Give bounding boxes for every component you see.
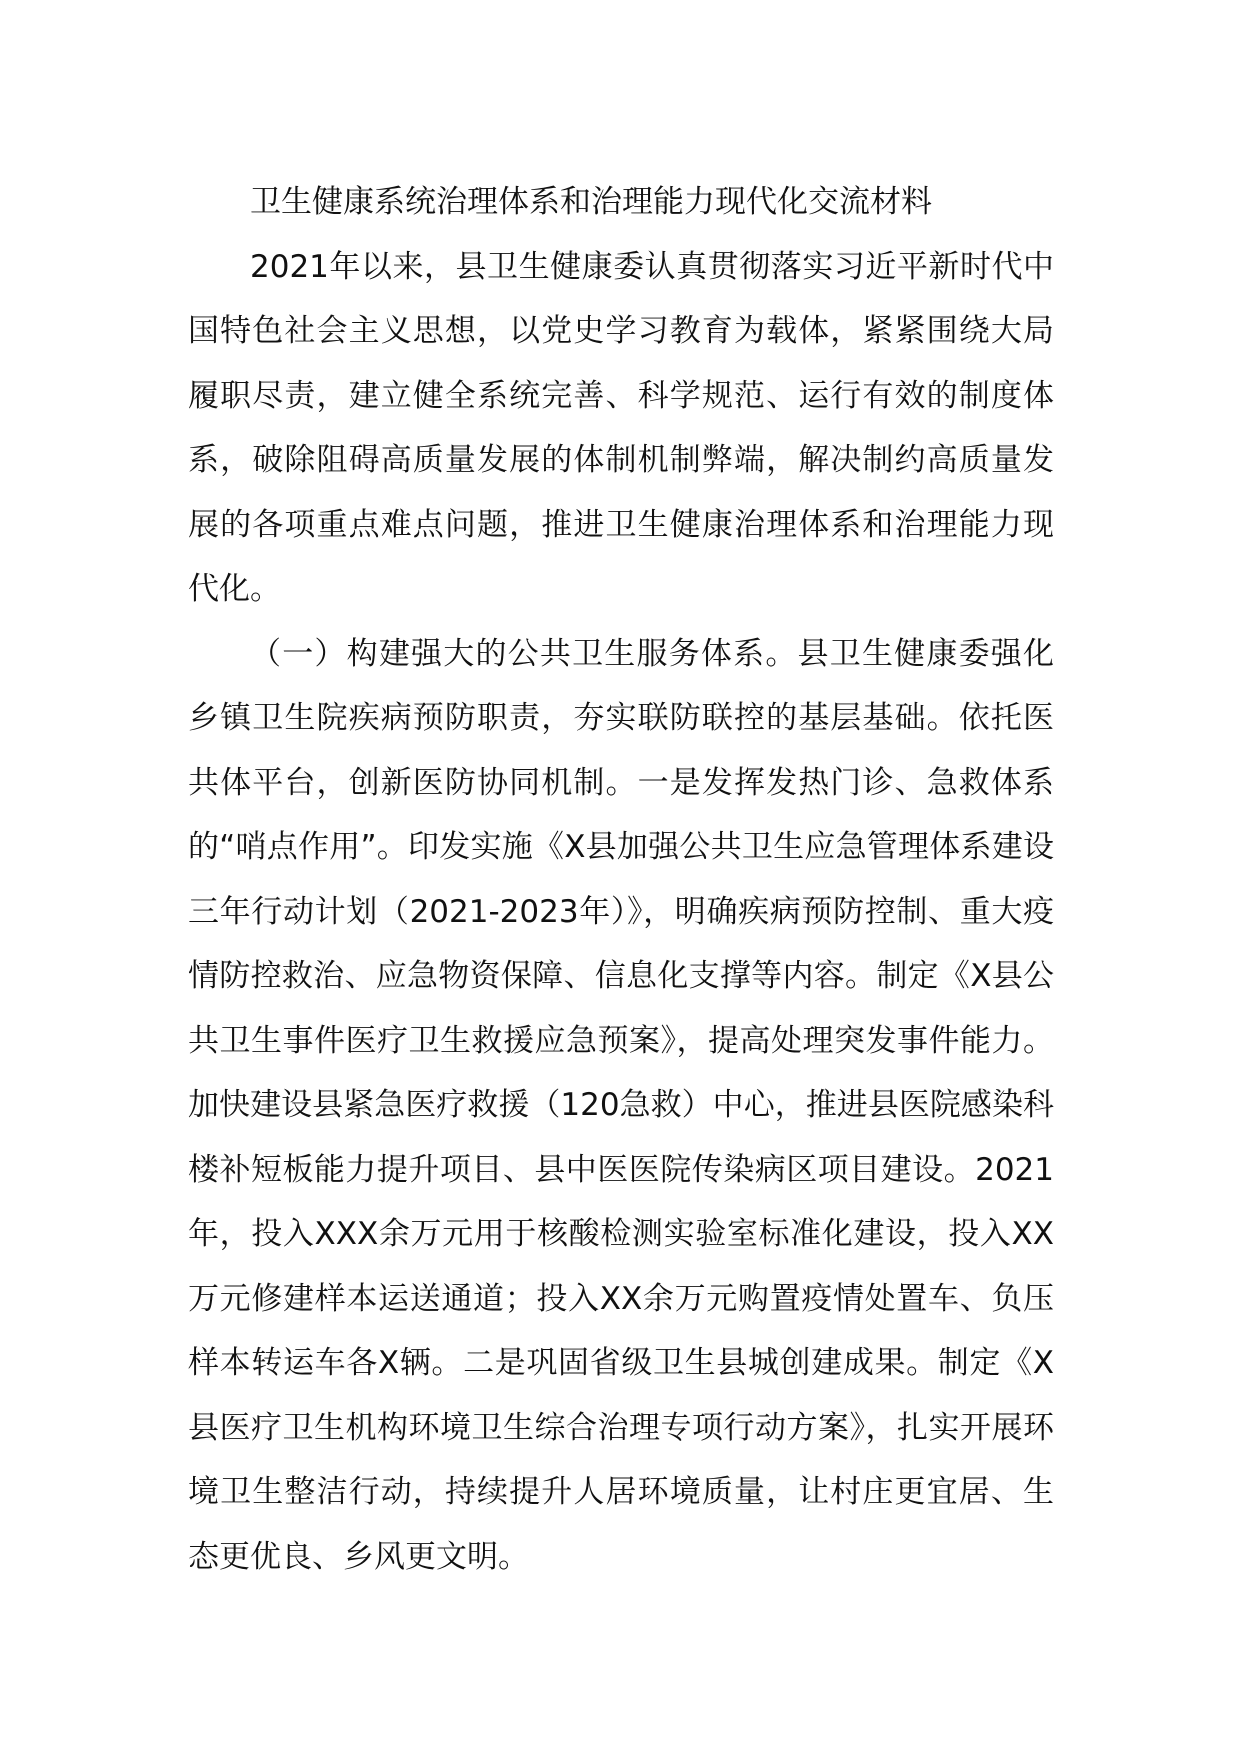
intro-paragraph: 2021年以来，县卫生健康委认真贯彻落实习近平新时代中国特色社会主义思想，以党史学习教育为载体，紧紧围绕大局履职尽责，建立健全系统完善、科学规范、运行有效的制度体系，破除阻碍高质量发展的体制机制弊端，解决制约高质量发展的各项重点难点问题，推进卫生健康治理体系和治理能力现代化。 [188,248,1054,607]
section-one-paragraph: （一）构建强大的公共卫生服务体系。县卫生健康委强化乡镇卫生院疾病预防职责，夯实联防联控的基层基础。依托医共体平台，创新医防协同机制。一是发挥发热门诊、急救体系的“哨点作用”。印发实施《X县加强公共卫生应急管理体系建设三年行动计划（2021-2023年）》，明确疾病预防控制、重大疫情防控救治、应急物资保障、信息化支撑等内容。制定《X县公共卫生事件医疗卫生救援应急预案》，提高处理突发事件能力。加快建设县紧急医疗救援（120急救）中心，推进县医院感染科楼补短板能力提升项目、县中医医院传染病区项目建设。2021年，投入XXX余万元用于核酸检测实验室标准化建设，投入XX万元修建样本运送通道；投入XX余万元购置疫情处置车、负压样本转运车各X辆。二是巩固省级卫生县城创建成果。制定《X县医疗卫生机构环境卫生综合治理专项行动方案》，扎实开展环境卫生整洁行动，持续提升人居环境质量，让村庄更宜居、生态更优良、乡风更文明。 [188,635,1054,1575]
document-body [188,170,1054,1589]
document-title: 卫生健康系统治理体系和治理能力现代化交流材料 [250,184,932,220]
